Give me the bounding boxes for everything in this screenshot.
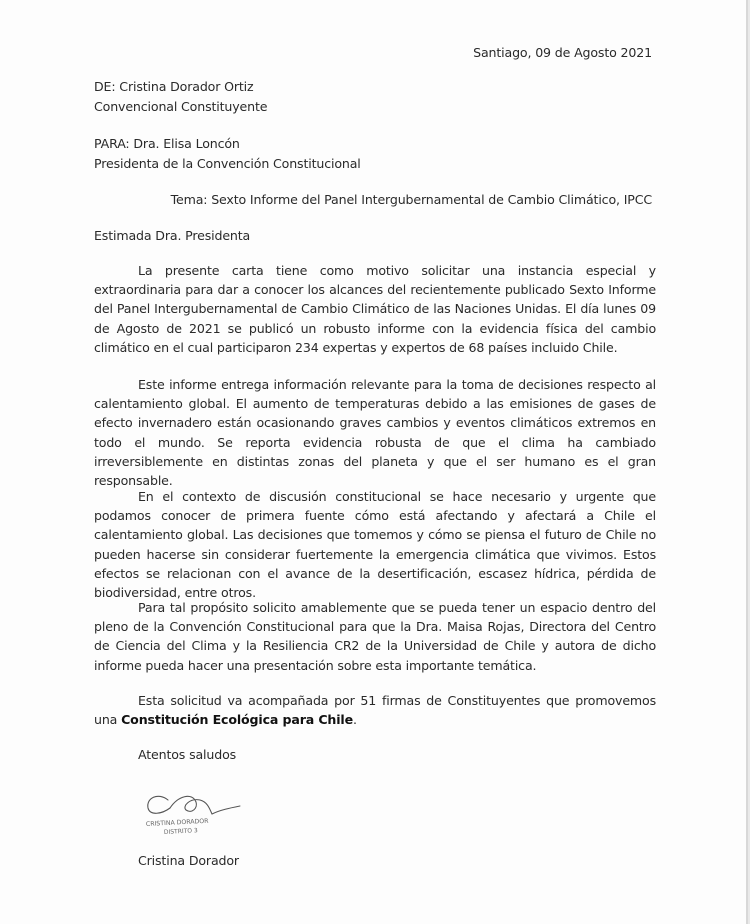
- body-paragraph-3: En el contexto de discusión constitucional se hace necesario y urgente que podamos conocer de primera fuente cómo está afectando y afectará a Chile el calentamiento global. Las decisiones que tomemos y cómo se piensa el futuro de Chile no pueden hacerse sin considerar fuertemente la emergencia climática que vivimos. Estos efectos se relacionan con el avance de la desertificación, escasez hídrica, pérdida de biodiversidad, entre otros.: [94, 489, 656, 601]
- paragraph-5-text: Esta solicitud va acompañada por 51 firmas de Constituyentes que promovemos una: [94, 693, 656, 728]
- paragraph-5-end: .: [352, 712, 357, 728]
- sender-name: DE: Cristina Dorador Ortiz: [94, 79, 254, 94]
- signature-caption-line-1: CRISTINA DORADOR: [145, 817, 209, 828]
- body-paragraph-4: Para tal propósito solicito amablemente que se pueda tener un espacio dentro del pleno de la Convención Constitucional para que la Dra. Maisa Rojas, Directora del Centro de Ciencia del Clima y la Resiliencia CR2 de la Universidad de Chile y autora de dicho informe pueda hacer una presentación sobre esta importante temática.: [94, 600, 656, 673]
- handwritten-signature: [140, 784, 250, 840]
- recipient-name: PARA: Dra. Elisa Loncón: [94, 136, 240, 151]
- recipient-block: [94, 134, 361, 174]
- body-paragraph-1: La presente carta tiene como motivo solicitar una instancia especial y extraordinaria para dar a conocer los alcances del recientemente publicado Sexto Informe del Panel Intergubernamental de Cambio Climático de las Naciones Unidas. El día lunes 09 de Agosto de 2021 se publicó un robusto informe con la evidencia física del cambio climático en el cual participaron 234 expertas y expertos de 68 países incluido Chile.: [94, 263, 656, 355]
- letter-greeting: Estimada Dra. Presidenta: [94, 228, 251, 243]
- letter-closing: Atentos saludos: [138, 747, 237, 762]
- signature-caption-line-2: DISTRITO 3: [163, 827, 198, 836]
- paragraph-5-emphasis: Constitución Ecológica para Chile: [121, 712, 353, 728]
- sender-role: Convencional Constituyente: [94, 99, 268, 114]
- body-paragraph-2: Este informe entrega información relevante para la toma de decisiones respecto al calentamiento global. El aumento de temperaturas debido a las emisiones de gases de efecto invernadero están ocasionando graves cambios y eventos climáticos extremos en todo el mundo. Se reporta evidencia robusta de que el clima ha cambiado irreversiblemente en distintas zonas del planeta y que el ser humano es el gran responsable.: [94, 377, 656, 489]
- letter-subject: Tema: Sexto Informe del Panel Intergubernamental de Cambio Climático, IPCC: [170, 192, 652, 207]
- body-paragraph-5: [94, 691, 656, 729]
- signer-name: Cristina Dorador: [138, 853, 239, 868]
- recipient-role: Presidenta de la Convención Constitucional: [94, 156, 361, 171]
- sender-block: [94, 77, 267, 117]
- letter-date: Santiago, 09 de Agosto 2021: [473, 45, 652, 60]
